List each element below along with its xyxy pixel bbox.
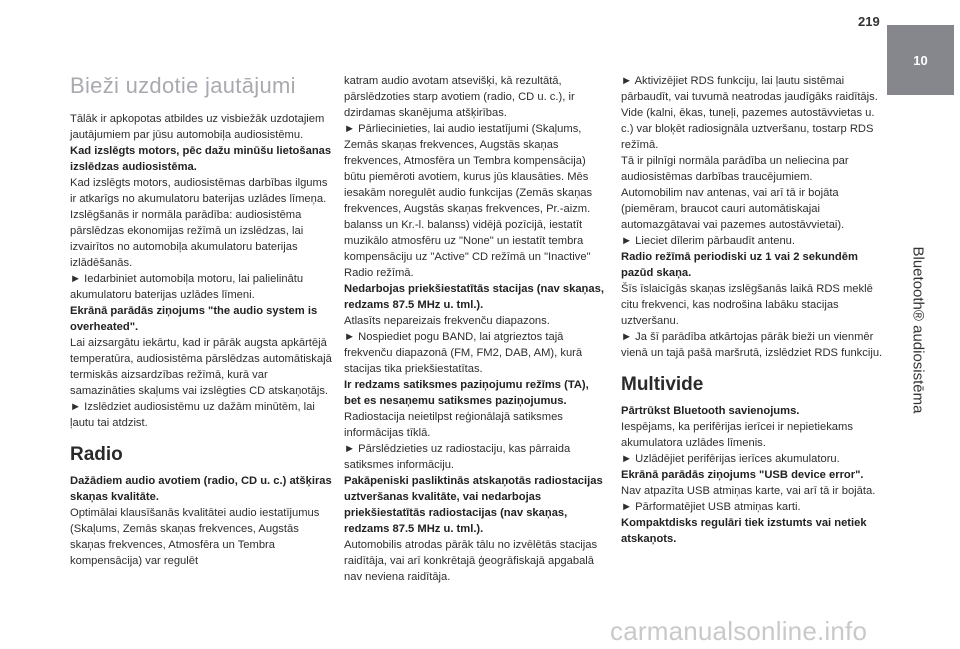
answer-text: Tālāk ir apkopotas atbildes uz visbiežāk uzdotajiem jautājumiem par jūsu automobiļa audiosistēmu. xyxy=(70,113,325,141)
answer-text: ► Nospiediet pogu BAND, lai atgrieztos tajā frekvenču diapazonā (FM, FM2, DAB, AM), kurā stacijas tika priekšiestatītas. xyxy=(344,331,583,375)
answer-text: ► Uzlādējiet perifērijas ierīces akumulatoru. xyxy=(621,453,840,465)
col1-radio-paragraphs xyxy=(70,473,332,569)
page-number: 219 xyxy=(858,14,880,29)
answer-text: Izslēgšanās ir normāla parādība: audiosistēma pārslēdzas ekonomijas režīmā un izslēdzas, lai izvairītos no automobiļa akumulatoru baterijas izlādēšanās. xyxy=(70,209,304,269)
column-1 xyxy=(70,73,332,569)
column-2 xyxy=(344,73,606,585)
faq-heading: Bieži uzdotie jautājumi xyxy=(70,73,296,98)
answer-text: ► Ja šī parādība atkārtojas pārāk bieži un vienmēr vienā un tajā pašā maršrutā, izslēdziet RDS funkciju. xyxy=(621,331,883,359)
answer-text: Lai aizsargātu iekārtu, kad ir pārāk augsta apkārtējā temperatūra, audiosistēma pārslēdzas automātiskajā termiskās aizsardzības režīmā, kurā var samazināties skaļums vai izslēgties CD atskaņotājs. xyxy=(70,337,332,397)
question-text: Nedarbojas priekšiestatītās stacijas (nav skaņas, redzams 87.5 MHz u. tml.). xyxy=(344,283,604,311)
answer-text: Tā ir pilnīgi normāla parādība un neliecina par audiosistēmas darbības traucējumiem. xyxy=(621,155,849,183)
question-text: Kompaktdisks regulāri tiek izstumts vai netiek atskaņots. xyxy=(621,517,867,545)
answer-text: Atlasīts nepareizais frekvenču diapazons. xyxy=(344,315,550,327)
answer-text: Radiostacija neietilpst reģionālajā satiksmes informācijas tīklā. xyxy=(344,411,563,439)
question-text: Dažādiem audio avotiem (radio, CD u. c.) atšķiras skaņas kvalitāte. xyxy=(70,475,332,503)
col2-paragraphs xyxy=(344,73,606,585)
answer-text: Automobilim nav antenas, vai arī tā ir bojāta (piemēram, braucot cauri automātiskajai automazgātavai vai pazemes autostāvvietai). xyxy=(621,187,845,231)
answer-text: katram audio avotam atsevišķi, kā rezultātā, pārslēdzoties starp avotiem (radio, CD u. c.), ir dzirdamas skanējuma atšķirības. xyxy=(344,75,575,119)
answer-text: Automobilis atrodas pārāk tālu no izvēlētās stacijas raidītāja, vai arī konkrētajā ģeogrāfiskajā apgabalā nav neviena raidītāja. xyxy=(344,539,598,583)
answer-text: Iespējams, ka perifērijas ierīcei ir nepietiekams akumulatora uzlādes līmenis. xyxy=(621,421,853,449)
answer-text: Kad izslēgts motors, audiosistēmas darbības ilgums ir atkarīgs no akumulatoru baterijas uzlādes līmeņa. xyxy=(70,177,328,205)
question-text: Ir redzams satiksmes paziņojumu režīms (TA), bet es nesaņemu satiksmes paziņojumus. xyxy=(344,379,589,407)
chapter-title-text: Bluetooth® audiosistēma xyxy=(909,246,927,414)
watermark: carmanualsonline.info xyxy=(610,616,868,646)
chapter-badge: 10 xyxy=(887,25,954,95)
question-text: Ekrānā parādās ziņojums "the audio system is overheated". xyxy=(70,305,318,333)
col3-paragraphs xyxy=(621,73,883,361)
column-3 xyxy=(621,73,883,547)
col1-paragraphs xyxy=(70,111,332,431)
question-text: Ekrānā parādās ziņojums "USB device error". xyxy=(621,469,864,481)
answer-text: ► Izslēdziet audiosistēmu uz dažām minūtēm, lai ļautu tai atdzist. xyxy=(70,401,315,429)
answer-text: ► Iedarbiniet automobiļa motoru, lai palielinātu akumulatoru baterijas uzlādes līmeni. xyxy=(70,273,304,301)
answer-text: ► Pārslēdzieties uz radiostaciju, kas pārraida satiksmes informāciju. xyxy=(344,443,571,471)
col3-multimedia-paragraphs xyxy=(621,403,883,547)
answer-text: ► Aktivizējiet RDS funkciju, lai ļautu sistēmai pārbaudīt, vai tuvumā neatrodas jaudīgāks raidītājs. xyxy=(621,75,878,103)
question-text: Kad izslēgts motors, pēc dažu minūšu lietošanas izslēdzas audiosistēma. xyxy=(70,145,332,173)
answer-text: ► Pārliecinieties, lai audio iestatījumi (Skaļums, Zemās skaņas frekvences, Augstās skaņas frekvences, Atmosfēra un Tembra kompensācija) būtu piemēroti avotiem, kurus jūs klausāties. Mēs iesakām noregulēt audio funkcijas (Zemās skaņas frekvences, Augstās skaņas frekvences, Pr.-aizm. balanss un Kr.-l. balanss) vidējā pozīcijā, iestatīt muzikālo atmosfēru uz "None" un iestatīt tembra kompensāciju uz "Active" CD režīmā un "Inactive" Radio režīmā. xyxy=(344,123,593,279)
answer-text: Šīs īslaicīgās skaņas izslēgšanās laikā RDS meklē citu frekvenci, kas nodrošina labāku stacijas uztveršanu. xyxy=(621,283,873,327)
answer-text: Nav atpazīta USB atmiņas karte, vai arī tā ir bojāta. xyxy=(621,485,876,497)
question-text: Pakāpeniski pasliktinās atskaņotās radiostacijas uztveršanas kvalitāte, vai nedarbojas priekšiestatītās radiostacijas (nav skaņas, redzams 87.5 MHz u. tml.). xyxy=(344,475,603,535)
answer-text: Vide (kalni, ēkas, tuneļi, pazemes autostāvvietas u. c.) var bloķēt radiosignāla uztveršanu, tostarp RDS režīmā. xyxy=(621,107,875,151)
question-text: Radio režīmā periodiski uz 1 vai 2 sekundēm pazūd skaņa. xyxy=(621,251,858,279)
answer-text: Optimālai klausīšanās kvalitātei audio iestatījumus (Skaļums, Zemās skaņas frekvences, Augstās skaņas frekvences, Atmosfēra un Tembra kompensācija) var regulēt xyxy=(70,507,320,567)
radio-heading: Radio xyxy=(70,444,123,465)
question-text: Pārtrūkst Bluetooth savienojums. xyxy=(621,405,800,417)
answer-text: ► Pārformatējiet USB atmiņas karti. xyxy=(621,501,801,513)
answer-text: ► Lieciet dīlerim pārbaudīt antenu. xyxy=(621,235,796,247)
multimedia-heading: Multivide xyxy=(621,374,704,395)
